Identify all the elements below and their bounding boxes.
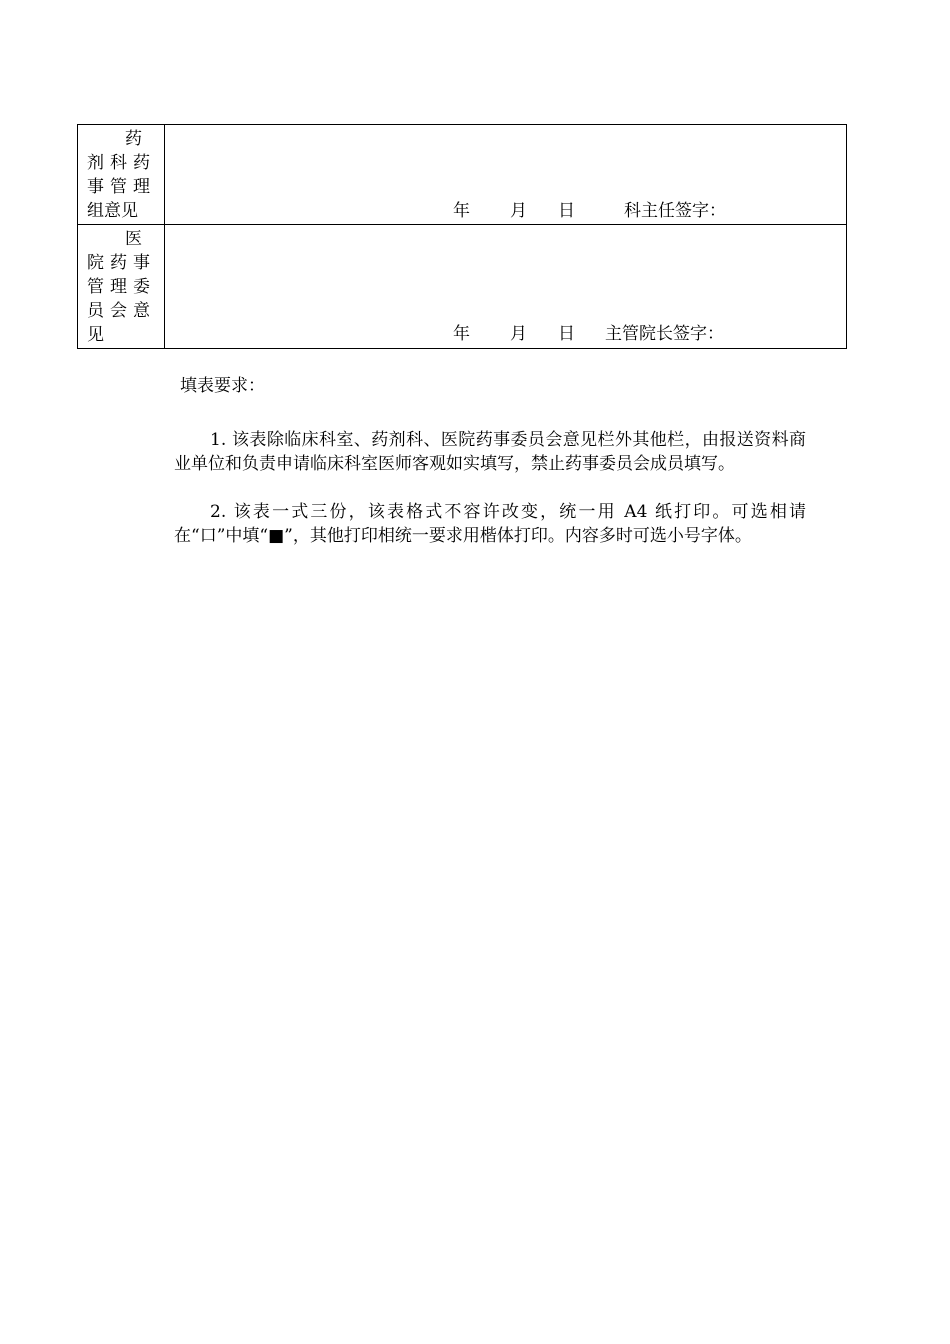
- president-signature-label: 主管院长签字：: [605, 324, 724, 344]
- approval-form-table: [77, 124, 847, 349]
- committee-opinion-label: [78, 225, 165, 349]
- day-label: 日: [558, 201, 575, 221]
- label-line: 院药事: [87, 253, 156, 273]
- label-line: 组意见: [87, 201, 138, 221]
- label-line: 药: [125, 129, 142, 149]
- label-line: 医: [125, 229, 142, 249]
- label-line: 管理委: [87, 277, 156, 297]
- pharmacy-opinion-field[interactable]: [165, 125, 847, 225]
- month-label: 月: [510, 324, 527, 344]
- note-item-2: 2. 该表一式三份，该表格式不容许改变，统一用 A4 纸打印。可选相请在“口”中填“■”，其他打印相统一要求用楷体打印。内容多时可选小号字体。: [174, 502, 806, 546]
- month-label: 月: [510, 201, 527, 221]
- note-item-1: 1. 该表除临床科室、药剂科、医院药事委员会意见栏外其他栏，由报送资料商业单位和负责申请临床科室医师客观如实填写，禁止药事委员会成员填写。: [174, 430, 806, 474]
- committee-opinion-row: [78, 225, 847, 349]
- label-line: 剂科药: [87, 153, 156, 173]
- pharmacy-opinion-row: [78, 125, 847, 225]
- notes-title: 填表要求：: [180, 376, 265, 396]
- year-label: 年: [453, 324, 470, 344]
- year-label: 年: [453, 201, 470, 221]
- pharmacy-opinion-label: [78, 125, 165, 225]
- label-line: 事管理: [87, 177, 156, 197]
- day-label: 日: [558, 324, 575, 344]
- director-signature-label: 科主任签字：: [624, 201, 726, 221]
- label-line: 见: [87, 325, 104, 345]
- label-line: 员会意: [87, 301, 156, 321]
- committee-opinion-field[interactable]: [165, 225, 847, 349]
